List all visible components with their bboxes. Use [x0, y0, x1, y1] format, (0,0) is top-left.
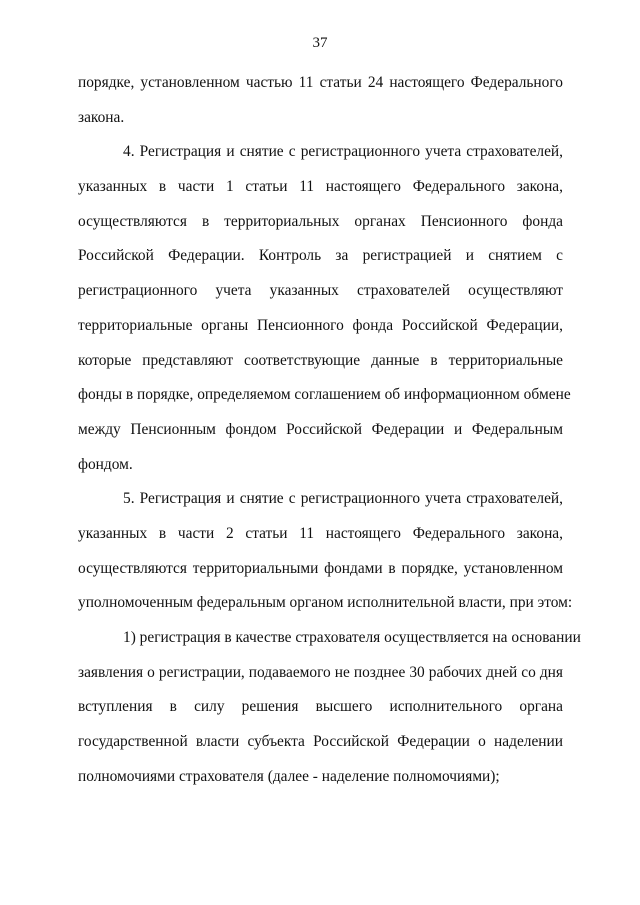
text-line: государственной власти субъекта Российской Федерации о наделении — [78, 733, 563, 751]
text-line: фонды в порядке, определяемом соглашением об информационном обмене — [78, 386, 571, 404]
text-line: вступления в силу решения высшего исполнительного органа — [78, 698, 563, 716]
text-line: закона. — [78, 108, 125, 126]
text-line: между Пенсионным фондом Российской Федерации и Федеральным — [78, 420, 563, 438]
document-body — [78, 66, 581, 794]
text-line: указанных в части 2 статьи 11 настоящего Федерального закона, — [78, 524, 563, 542]
text-line: полномочиями страхователя (далее - наделение полномочиями); — [78, 767, 500, 785]
text-line: Российской Федерации. Контроль за регистрацией и снятием с — [78, 247, 563, 265]
text-line: фондом. — [78, 455, 133, 473]
text-line: 5. Регистрация и снятие с регистрационного учета страхователей, — [123, 490, 563, 508]
text-line: 1) регистрация в качестве страхователя осуществляется на основании — [123, 629, 581, 646]
text-line: которые представляют соответствующие данные в территориальные — [78, 351, 563, 369]
text-line: осуществляются в территориальных органах Пенсионного фонда — [78, 212, 563, 230]
text-line: регистрационного учета указанных страхователей осуществляют — [78, 282, 563, 300]
text-line: заявления о регистрации, подаваемого не позднее 30 рабочих дней со дня — [78, 663, 563, 681]
text-line: территориальные органы Пенсионного фонда Российской Федерации, — [78, 316, 563, 334]
text-line: 4. Регистрация и снятие с регистрационного учета страхователей, — [123, 143, 563, 161]
text-line: порядке, установленном частью 11 статьи 24 настоящего Федерального — [78, 74, 563, 91]
text-line: указанных в части 1 статьи 11 настоящего Федерального закона, — [78, 178, 563, 196]
page-number: 37 — [312, 35, 328, 51]
text-line: уполномоченным федеральным органом исполнительной власти, при этом: — [78, 594, 573, 612]
text-line: осуществляются территориальными фондами в порядке, установленном — [78, 559, 563, 577]
